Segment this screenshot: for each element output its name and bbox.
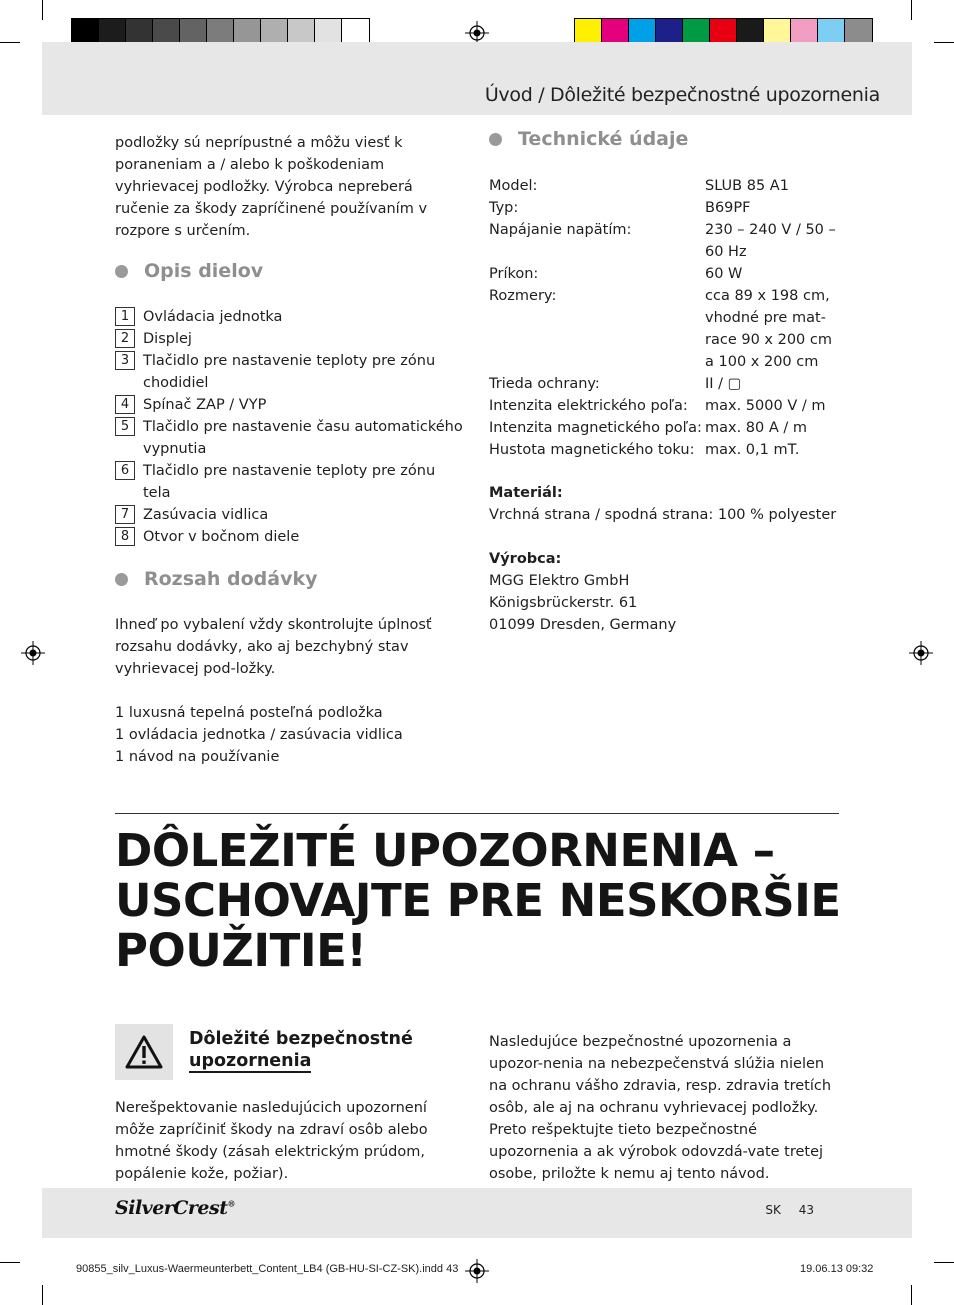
spec-row xyxy=(489,373,849,395)
spec-key: Intenzita magnetického poľa: xyxy=(489,420,702,436)
maker-line: Königsbrückerstr. 61 xyxy=(489,595,638,611)
maker-line: 01099 Dresden, Germany xyxy=(489,617,677,633)
parts-heading xyxy=(115,260,263,282)
section-divider xyxy=(115,813,839,814)
spec-row xyxy=(489,219,849,263)
crop-mark xyxy=(42,0,43,20)
intro-text: podložky sú neprípustné a môžu viesť k poraneniam a / alebo k poškodeniam vyhrievacej podložky. Výrobca nepreberá ručenie za škody zapríčinené používaním v rozpore s určením. xyxy=(115,135,428,239)
spec-value: cca 89 x 198 cm, vhodné pre mat-race 90 x 200 cm a 100 x 200 cm xyxy=(705,288,832,370)
part-label: Spínač ZAP / VYP xyxy=(143,397,267,413)
spec-row xyxy=(489,197,849,219)
spec-row xyxy=(489,175,849,197)
spec-key: Model: xyxy=(489,178,538,194)
delivery-item: 1 luxusná tepelná posteľná podložka xyxy=(115,705,383,721)
safety-heading xyxy=(189,1028,413,1072)
spec-value: B69PF xyxy=(705,200,751,216)
part-number-box: 4 xyxy=(115,395,135,414)
part-number-box: 1 xyxy=(115,307,135,326)
spec-row xyxy=(489,395,849,417)
part-row xyxy=(115,394,465,416)
big-title-line: DÔLEŽITÉ UPOZORNENIA – xyxy=(115,824,775,877)
spec-value: 60 W xyxy=(705,266,743,282)
part-number-box: 8 xyxy=(115,527,135,546)
safety-right-text: Nasledujúce bezpečnostné upozornenia a upozor-nenia na nebezpečenstvá slúžia nielen na ochranu vášho zdravia, resp. zdravia tretích osôb, ale aj na ochranu vyhrievacej podložky. Preto rešpektujte tieto bezpečnostné upozornenia a ak výrobok odovzdá-vate tretej osobe, priložte k nemu aj tento návod. xyxy=(489,1034,832,1182)
part-number-box: 2 xyxy=(115,329,135,348)
spec-value: max. 0,1 mT. xyxy=(705,442,800,458)
part-row xyxy=(115,460,465,504)
part-row xyxy=(115,526,465,548)
tech-heading xyxy=(489,128,688,150)
part-row xyxy=(115,350,465,394)
crop-mark xyxy=(0,1262,20,1263)
part-row xyxy=(115,306,465,328)
parts-heading-text: Opis dielov xyxy=(144,260,264,282)
crop-mark xyxy=(0,42,20,43)
part-label: Tlačidlo pre nastavenie času automatického vypnutia xyxy=(143,419,463,457)
delivery-item: 1 ovládacia jednotka / zasúvacia vidlica xyxy=(115,727,403,743)
part-label: Zasúvacia vidlica xyxy=(143,507,269,523)
registration-mark-icon xyxy=(909,641,933,665)
spec-key: Napájanie napätím: xyxy=(489,222,632,238)
spec-key: Trieda ochrany: xyxy=(489,376,600,392)
slug-date: 19.06.13 09:32 xyxy=(800,1263,874,1275)
spec-key: Typ: xyxy=(489,200,519,216)
spec-key: Príkon: xyxy=(489,266,539,282)
safety-left-text: Nerešpektovanie nasledujúcich upozornení môže zapríčiniť škody na zdraví osôb alebo hmotné škody (zásah elektrickým prúdom, popálenie kože, požiar). xyxy=(115,1100,428,1182)
important-notices-title xyxy=(115,826,855,976)
crop-mark xyxy=(934,1262,954,1263)
spec-row xyxy=(489,417,849,439)
part-label: Displej xyxy=(143,331,192,347)
part-number-box: 3 xyxy=(115,351,135,370)
safety-heading-line2: upozornenia xyxy=(189,1051,312,1071)
material-label: Materiál: xyxy=(489,485,563,501)
delivery-heading xyxy=(115,568,318,590)
delivery-item: 1 návod na používanie xyxy=(115,749,280,765)
crop-mark xyxy=(42,1285,43,1305)
delivery-text: Ihneď po vybalení vždy skontrolujte úplnosť rozsahu dodávky, ako aj bezchybný stav vyhrievacej pod-ložky. xyxy=(115,617,432,677)
big-title-line: POUŽITIE! xyxy=(115,924,367,977)
crop-mark xyxy=(911,1285,912,1305)
spec-row xyxy=(489,285,849,373)
slug-file: 90855_silv_Luxus-Waermeunterbett_Content_LB4 (GB-HU-SI-CZ-SK).indd 43 xyxy=(76,1263,459,1275)
spec-value: 230 – 240 V / 50 – 60 Hz xyxy=(705,222,836,260)
language-code: SK xyxy=(765,1203,781,1217)
bullet-dot xyxy=(115,573,128,586)
big-title-line: USCHOVAJTE PRE NESKORŠIE xyxy=(115,874,841,927)
bullet-dot xyxy=(489,133,502,146)
page-info xyxy=(765,1203,814,1217)
delivery-heading-text: Rozsah dodávky xyxy=(144,568,318,590)
maker-label: Výrobca: xyxy=(489,551,562,567)
logo-text: SilverCrest xyxy=(115,1197,228,1219)
safety-left-paragraph xyxy=(115,1097,467,1185)
warning-triangle-icon xyxy=(124,1034,164,1070)
crop-mark xyxy=(911,0,912,20)
spec-key: Intenzita elektrického poľa: xyxy=(489,398,688,414)
delivery-list xyxy=(115,702,465,768)
logo-registered-mark: ® xyxy=(227,1198,235,1209)
maker-line: MGG Elektro GmbH xyxy=(489,573,630,589)
part-number-box: 5 xyxy=(115,417,135,436)
safety-right-paragraph xyxy=(489,1031,841,1185)
maker-block xyxy=(489,548,849,636)
page-number: 43 xyxy=(798,1203,814,1217)
registration-mark-icon xyxy=(465,1259,489,1283)
intro-paragraph xyxy=(115,132,465,242)
spec-value: max. 80 A / m xyxy=(705,420,808,436)
part-row xyxy=(115,504,465,526)
spec-value: max. 5000 V / m xyxy=(705,398,826,414)
tech-heading-text: Technické údaje xyxy=(518,128,689,150)
warning-box xyxy=(115,1024,173,1080)
spec-key: Rozmery: xyxy=(489,288,557,304)
part-number-box: 7 xyxy=(115,505,135,524)
silvercrest-logo xyxy=(115,1197,235,1219)
crop-mark xyxy=(934,42,954,43)
bullet-dot xyxy=(115,265,128,278)
spec-row xyxy=(489,263,849,285)
part-label: Ovládacia jednotka xyxy=(143,309,283,325)
safety-heading-line1: Dôležité bezpečnostné xyxy=(189,1029,413,1049)
spec-table xyxy=(489,175,849,461)
material-block xyxy=(489,482,849,526)
spec-key: Hustota magnetického toku: xyxy=(489,442,695,458)
spec-row xyxy=(489,439,849,461)
material-text: Vrchná strana / spodná strana: 100 % polyester xyxy=(489,507,837,523)
part-row xyxy=(115,328,465,350)
delivery-paragraph xyxy=(115,614,467,680)
registration-mark-icon xyxy=(21,641,45,665)
part-label: Tlačidlo pre nastavenie teploty pre zónu chodidiel xyxy=(143,353,436,391)
parts-list xyxy=(115,306,465,548)
part-label: Otvor v bočnom diele xyxy=(143,529,300,545)
part-row xyxy=(115,416,465,460)
part-number-box: 6 xyxy=(115,461,135,480)
spec-value: II / ▢ xyxy=(705,376,742,392)
page-header-title: Úvod / Dôležité bezpečnostné upozornenia xyxy=(484,84,880,106)
spec-value: SLUB 85 A1 xyxy=(705,178,789,194)
part-label: Tlačidlo pre nastavenie teploty pre zónu tela xyxy=(143,463,436,501)
